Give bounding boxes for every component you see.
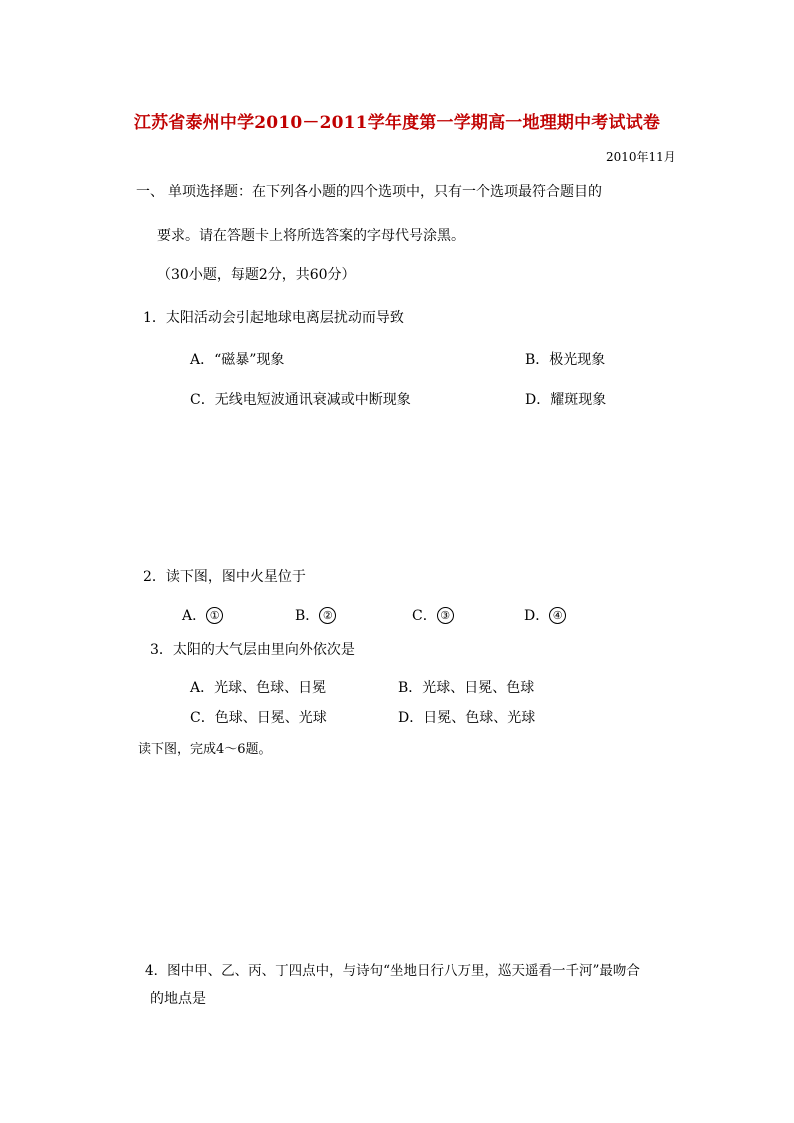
- question-3-option-b: B．光球、日冕、色球: [398, 680, 535, 696]
- section-scoring: （30小题，每题2分，共60分）: [157, 267, 356, 283]
- exam-title: 江苏省泰州中学2010－2011学年度第一学期高一地理期中考试试卷: [133, 113, 661, 133]
- question-1-option-a: A．“磁暴”现象: [190, 352, 285, 368]
- question-4-line1: 4．图中甲、乙、丙、丁四点中，与诗句“坐地日行八万里，巡天遥看一千河”最吻合: [145, 963, 640, 979]
- circled-number: ②: [319, 607, 336, 624]
- circled-number: ④: [549, 607, 566, 624]
- question-2-option-b: [295, 607, 336, 625]
- option-letter: C．: [412, 608, 437, 624]
- question-3-option-a: A．光球、色球、日冕: [190, 680, 327, 696]
- question-1-stem: 1．太阳活动会引起地球电离层扰动而导致: [143, 310, 404, 326]
- question-2-option-a: [182, 607, 223, 625]
- question-1-option-b: B．极光现象: [525, 352, 606, 368]
- question-1-option-c: C．无线电短波通讯衰减或中断现象: [190, 392, 411, 408]
- option-letter: B．: [295, 608, 320, 624]
- section-number: 一、: [136, 184, 164, 200]
- question-3-option-c: C．色球、日冕、光球: [190, 710, 327, 726]
- question-1-option-d: D．耀斑现象: [525, 392, 607, 408]
- question-3-option-d: D．日冕、色球、光球: [398, 710, 536, 726]
- question-2-option-c: [412, 607, 454, 625]
- circled-number: ③: [437, 607, 454, 624]
- section-instruction-line1: 单项选择题：在下列各小题的四个选项中，只有一个选项最符合题目的: [168, 184, 602, 200]
- question-3-stem: 3．太阳的大气层由里向外依次是: [150, 642, 355, 658]
- circled-number: ①: [206, 607, 223, 624]
- question-2-option-d: [524, 607, 566, 625]
- question-2-stem: 2．读下图，图中火星位于: [143, 569, 306, 585]
- option-letter: A．: [182, 608, 207, 624]
- group-prompt: 读下图，完成4～6题。: [138, 742, 272, 757]
- section-instruction-line2: 要求。请在答题卡上将所选答案的字母代号涂黑。: [157, 228, 465, 244]
- exam-date: 2010年11月: [606, 150, 676, 164]
- question-4-line2: 的地点是: [150, 991, 206, 1007]
- option-letter: D．: [524, 608, 550, 624]
